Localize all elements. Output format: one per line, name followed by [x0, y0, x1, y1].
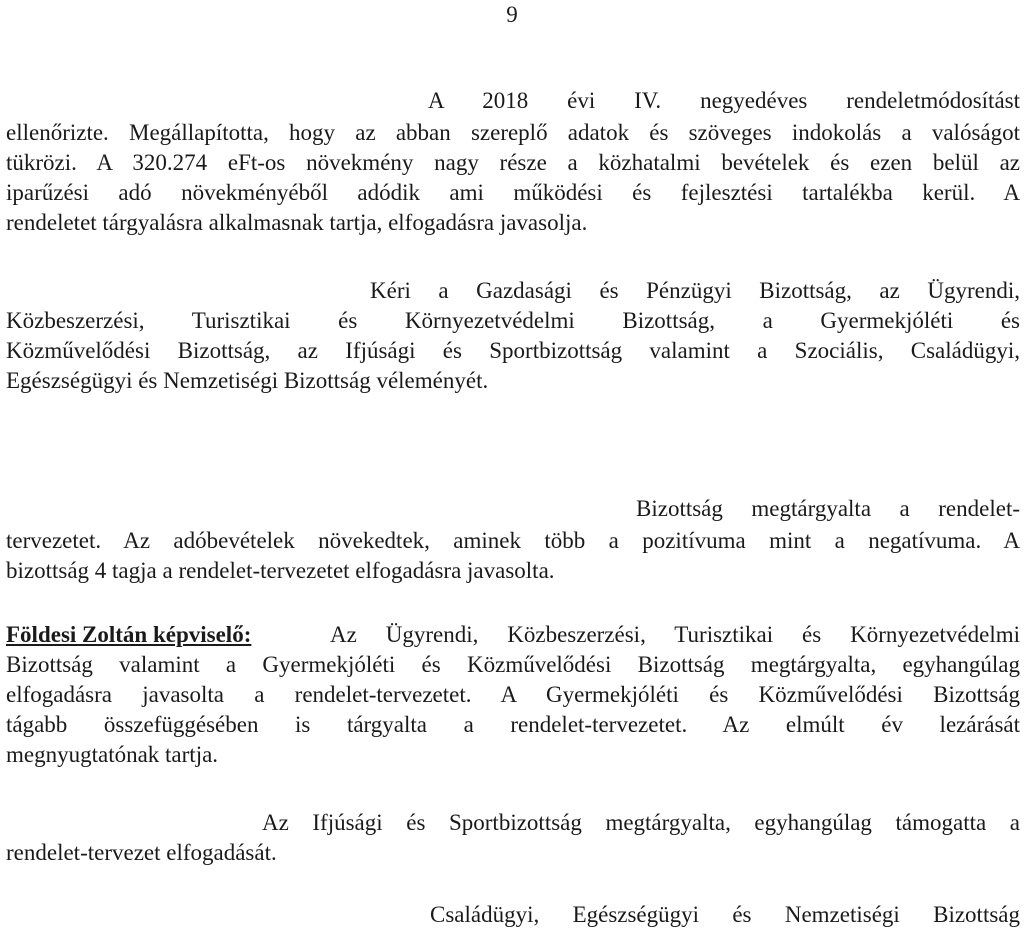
text-line: Bizottság megtárgyalta a rendelet-: [636, 496, 1020, 521]
text-line: A 2018 évi IV. negyedéves rendeletmódosítást: [428, 88, 1020, 113]
text-line: Közbeszerzési, Turisztikai és Környezetvédelmi Bizottság, a Gyermekjóléti és: [6, 308, 1020, 333]
text-line: Bizottság valamint a Gyermekjóléti és Közművelődési Bizottság megtárgyalta, egyhangúlag: [6, 652, 1020, 677]
speaker-name: [6, 620, 251, 650]
page-number: 9: [506, 2, 518, 27]
text-line: Kéri a Gazdasági és Pénzügyi Bizottság, az Ügyrendi,: [370, 278, 1020, 303]
text-line: Közművelődési Bizottság, az Ifjúsági és Sportbizottság valamint a Szociális, Családügyi,: [6, 338, 1020, 363]
text-line: rendelet-tervezet elfogadását.: [6, 840, 277, 865]
text-line: Az Ifjúsági és Sportbizottság megtárgyalta, egyhangúlag támogatta a: [262, 810, 1020, 835]
text-line: megnyugtatónak tartja.: [6, 742, 219, 767]
text-line: Egészségügyi és Nemzetiségi Bizottság véleményét.: [6, 368, 489, 393]
text-line: tágabb összefüggésében is tárgyalta a rendelet-tervezetet. Az elmúlt év lezárását: [6, 712, 1020, 737]
text-line: elfogadásra javasolta a rendelet-tervezetet. A Gyermekjóléti és Közművelődési Bizottság: [6, 682, 1020, 707]
text-line: Családügyi, Egészségügyi és Nemzetiségi Bizottság: [430, 902, 1020, 927]
text-line: iparűzési adó növekményéből adódik ami működési és fejlesztési tartalékba kerül. A: [6, 180, 1020, 205]
text-line: tervezetet. Az adóbevételek növekedtek, aminek több a pozitívuma mint a negatívuma. A: [6, 528, 1020, 553]
text-line: ellenőrizte. Megállapította, hogy az abban szereplő adatok és szöveges indokolás a valóságot: [6, 120, 1020, 145]
speaker-label: Földesi Zoltán képviselő:: [6, 622, 252, 647]
text-line: Az Ügyrendi, Közbeszerzési, Turisztikai és Környezetvédelmi: [330, 622, 1020, 647]
text-line: tükrözi. A 320.274 eFt-os növekmény nagy része a közhatalmi bevételek és ezen belül az: [6, 150, 1020, 175]
text-line: rendeletet tárgyalásra alkalmasnak tartja, elfogadásra javasolja.: [6, 210, 588, 235]
text-line: bizottság 4 tagja a rendelet-tervezetet elfogadásra javasolta.: [6, 558, 555, 583]
